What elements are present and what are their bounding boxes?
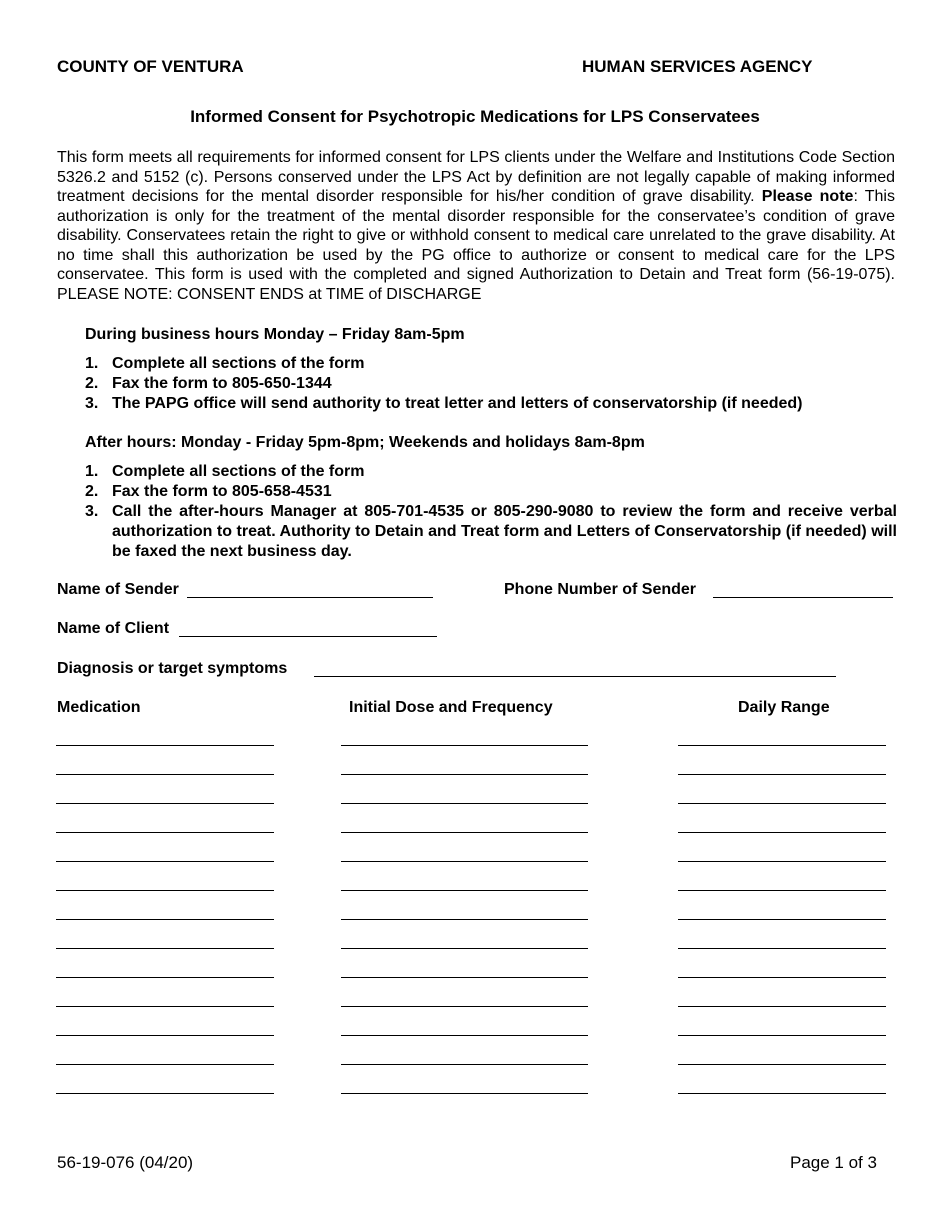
- sender-phone-label: Phone Number of Sender: [504, 581, 697, 598]
- column-header-dose: Initial Dose and Frequency: [349, 699, 553, 716]
- medication-field[interactable]: [56, 803, 274, 804]
- dose-field[interactable]: [341, 948, 588, 949]
- daily-range-field[interactable]: [678, 861, 886, 862]
- medication-field[interactable]: [56, 774, 274, 775]
- step-number: 2.: [85, 483, 99, 500]
- step-text: Call the after-hours Manager at 805-701-4535 or 805-290-9080 to review the form and receive verbal authorization to treat. Authority to Detain and Treat form and Letters of Conservatorship (if needed) will be faxed the next business day.: [112, 503, 897, 560]
- agency-name: HUMAN SERVICES AGENCY: [582, 57, 813, 76]
- column-header-daily-range: Daily Range: [738, 699, 830, 716]
- daily-range-field[interactable]: [678, 774, 886, 775]
- medication-field[interactable]: [56, 1006, 274, 1007]
- medication-field[interactable]: [56, 1035, 274, 1036]
- sender-name-label: Name of Sender: [57, 581, 179, 598]
- intro-note-label: Please note: [761, 188, 854, 205]
- dose-field[interactable]: [341, 803, 588, 804]
- list-item: [85, 374, 897, 394]
- client-name-label: Name of Client: [57, 620, 170, 637]
- after-hours-heading: After hours: Monday - Friday 5pm-8pm; Weekends and holidays 8am-8pm: [85, 434, 645, 451]
- step-text: Fax the form to 805-650-1344: [112, 375, 332, 392]
- daily-range-field[interactable]: [678, 948, 886, 949]
- diagnosis-field[interactable]: [314, 676, 836, 677]
- step-text: The PAPG office will send authority to treat letter and letters of conservatorship (if needed): [112, 395, 803, 412]
- daily-range-field[interactable]: [678, 977, 886, 978]
- list-item: [85, 394, 897, 414]
- step-number: 3.: [85, 503, 99, 520]
- dose-field[interactable]: [341, 1093, 588, 1094]
- daily-range-field[interactable]: [678, 832, 886, 833]
- business-hours-heading: During business hours Monday – Friday 8am-5pm: [85, 326, 465, 343]
- intro-text-2: : This authorization is only for the treatment of the mental disorder responsible for the conservatee’s condition of grave disability. Conservatees retain the right to give or withhold consent to medical care unrelated to the grave disability. At no time shall this authorization be used by the PG office to authorize or consent to medical care for the LPS conservatee. This form is used with the completed and signed Authorization to Detain and Treat form (56-19-075). PLEASE NOTE: CONSENT ENDS at TIME of DISCHARGE: [57, 188, 895, 303]
- medication-field[interactable]: [56, 861, 274, 862]
- medication-field[interactable]: [56, 745, 274, 746]
- dose-field[interactable]: [341, 774, 588, 775]
- medication-field[interactable]: [56, 890, 274, 891]
- form-number: 56-19-076 (04/20): [57, 1153, 194, 1172]
- daily-range-field[interactable]: [678, 1006, 886, 1007]
- intro-paragraph: [57, 148, 895, 304]
- client-name-field[interactable]: [179, 636, 437, 637]
- step-number: 1.: [85, 463, 99, 480]
- medication-field[interactable]: [56, 1064, 274, 1065]
- step-text: Complete all sections of the form: [112, 355, 365, 372]
- page-title: Informed Consent for Psychotropic Medications for LPS Conservatees: [190, 107, 760, 126]
- daily-range-field[interactable]: [678, 890, 886, 891]
- medication-field[interactable]: [56, 1093, 274, 1094]
- daily-range-field[interactable]: [678, 1035, 886, 1036]
- step-text: Fax the form to 805-658-4531: [112, 483, 332, 500]
- medication-field[interactable]: [56, 977, 274, 978]
- business-hours-steps: [85, 354, 897, 414]
- dose-field[interactable]: [341, 890, 588, 891]
- daily-range-field[interactable]: [678, 919, 886, 920]
- dose-field[interactable]: [341, 977, 588, 978]
- list-item: [85, 354, 897, 374]
- daily-range-field[interactable]: [678, 1093, 886, 1094]
- step-number: 2.: [85, 375, 99, 392]
- list-item: [85, 482, 897, 502]
- dose-field[interactable]: [341, 919, 588, 920]
- dose-field[interactable]: [341, 861, 588, 862]
- daily-range-field[interactable]: [678, 745, 886, 746]
- medication-field[interactable]: [56, 832, 274, 833]
- daily-range-field[interactable]: [678, 1064, 886, 1065]
- medication-field[interactable]: [56, 919, 274, 920]
- dose-field[interactable]: [341, 1064, 588, 1065]
- step-number: 1.: [85, 355, 99, 372]
- after-hours-steps: [85, 462, 897, 562]
- page-number: Page 1 of 3: [790, 1153, 877, 1172]
- list-item: [85, 502, 897, 562]
- sender-phone-field[interactable]: [713, 597, 893, 598]
- step-number: 3.: [85, 395, 99, 412]
- list-item: [85, 462, 897, 482]
- dose-field[interactable]: [341, 1006, 588, 1007]
- dose-field[interactable]: [341, 832, 588, 833]
- column-header-medication: Medication: [57, 699, 141, 716]
- intro-text-1: This form meets all requirements for informed consent for LPS clients under the Welfare and Institutions Code Section 5326.2 and 5152 (c). Persons conserved under the LPS Act by definition are not legally capable of making informed treatment decisions for the mental disorder responsible for his/her condition of grave disability.: [57, 149, 895, 205]
- agency-county: COUNTY OF VENTURA: [57, 57, 244, 76]
- sender-name-field[interactable]: [187, 597, 433, 598]
- medication-field[interactable]: [56, 948, 274, 949]
- dose-field[interactable]: [341, 1035, 588, 1036]
- diagnosis-label: Diagnosis or target symptoms: [57, 660, 288, 677]
- dose-field[interactable]: [341, 745, 588, 746]
- step-text: Complete all sections of the form: [112, 463, 365, 480]
- daily-range-field[interactable]: [678, 803, 886, 804]
